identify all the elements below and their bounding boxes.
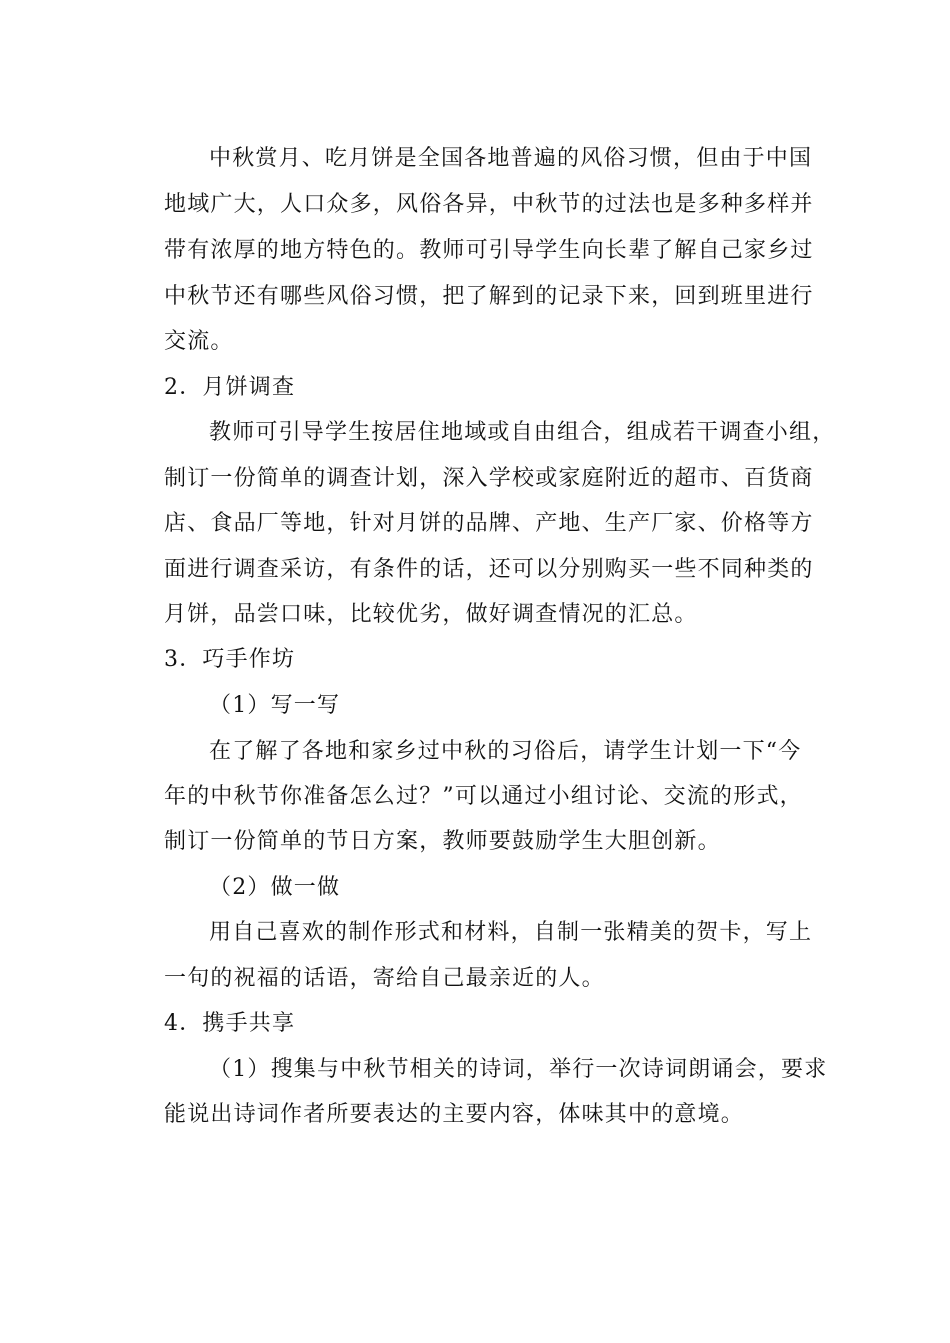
paragraph-line: 地域广大，人口众多，风俗各异，中秋节的过法也是多种多样并	[164, 192, 814, 217]
paragraph-line: 面进行调查采访，有条件的话，还可以分别购买一些不同种类的	[164, 557, 814, 582]
section-heading: 2．月饼调查	[164, 375, 296, 400]
paragraph-line: 交流。	[164, 329, 234, 354]
section-heading: 4．携手共享	[164, 1011, 296, 1036]
paragraph-line: （1）搜集与中秋节相关的诗词，举行一次诗词朗诵会，要求	[209, 1057, 828, 1082]
paragraph-line: 制订一份简单的调查计划，深入学校或家庭附近的超市、百货商	[164, 466, 814, 491]
subsection-heading: （1）写一写	[209, 693, 341, 718]
paragraph-line: 在了解了各地和家乡过中秋的习俗后，请学生计划一下“今	[209, 739, 802, 764]
paragraph-line: 制订一份简单的节日方案，教师要鼓励学生大胆创新。	[164, 829, 721, 854]
paragraph-line: 店、食品厂等地，针对月饼的品牌、产地、生产厂家、价格等方	[164, 511, 814, 536]
section-heading: 3．巧手作坊	[164, 647, 296, 672]
paragraph-line: 教师可引导学生按居住地域或自由组合，组成若干调查小组，	[209, 420, 836, 445]
paragraph-line: 一句的祝福的话语，寄给自己最亲近的人。	[164, 966, 605, 991]
paragraph-line: 中秋赏月、吃月饼是全国各地普遍的风俗习惯，但由于中国	[209, 146, 813, 171]
paragraph-line: 年的中秋节你准备怎么过？”可以通过小组讨论、交流的形式，	[164, 784, 803, 809]
paragraph-line: 用自己喜欢的制作形式和材料，自制一张精美的贺卡，写上	[209, 920, 813, 945]
paragraph-line: 月饼，品尝口味，比较优劣，做好调查情况的汇总。	[164, 602, 698, 627]
paragraph-line: 带有浓厚的地方特色的。教师可引导学生向长辈了解自己家乡过	[164, 238, 814, 263]
paragraph-line: 能说出诗词作者所要表达的主要内容，体味其中的意境。	[164, 1102, 745, 1127]
subsection-heading: （2）做一做	[209, 875, 341, 900]
paragraph-line: 中秋节还有哪些风俗习惯，把了解到的记录下来，回到班里进行	[164, 284, 814, 309]
